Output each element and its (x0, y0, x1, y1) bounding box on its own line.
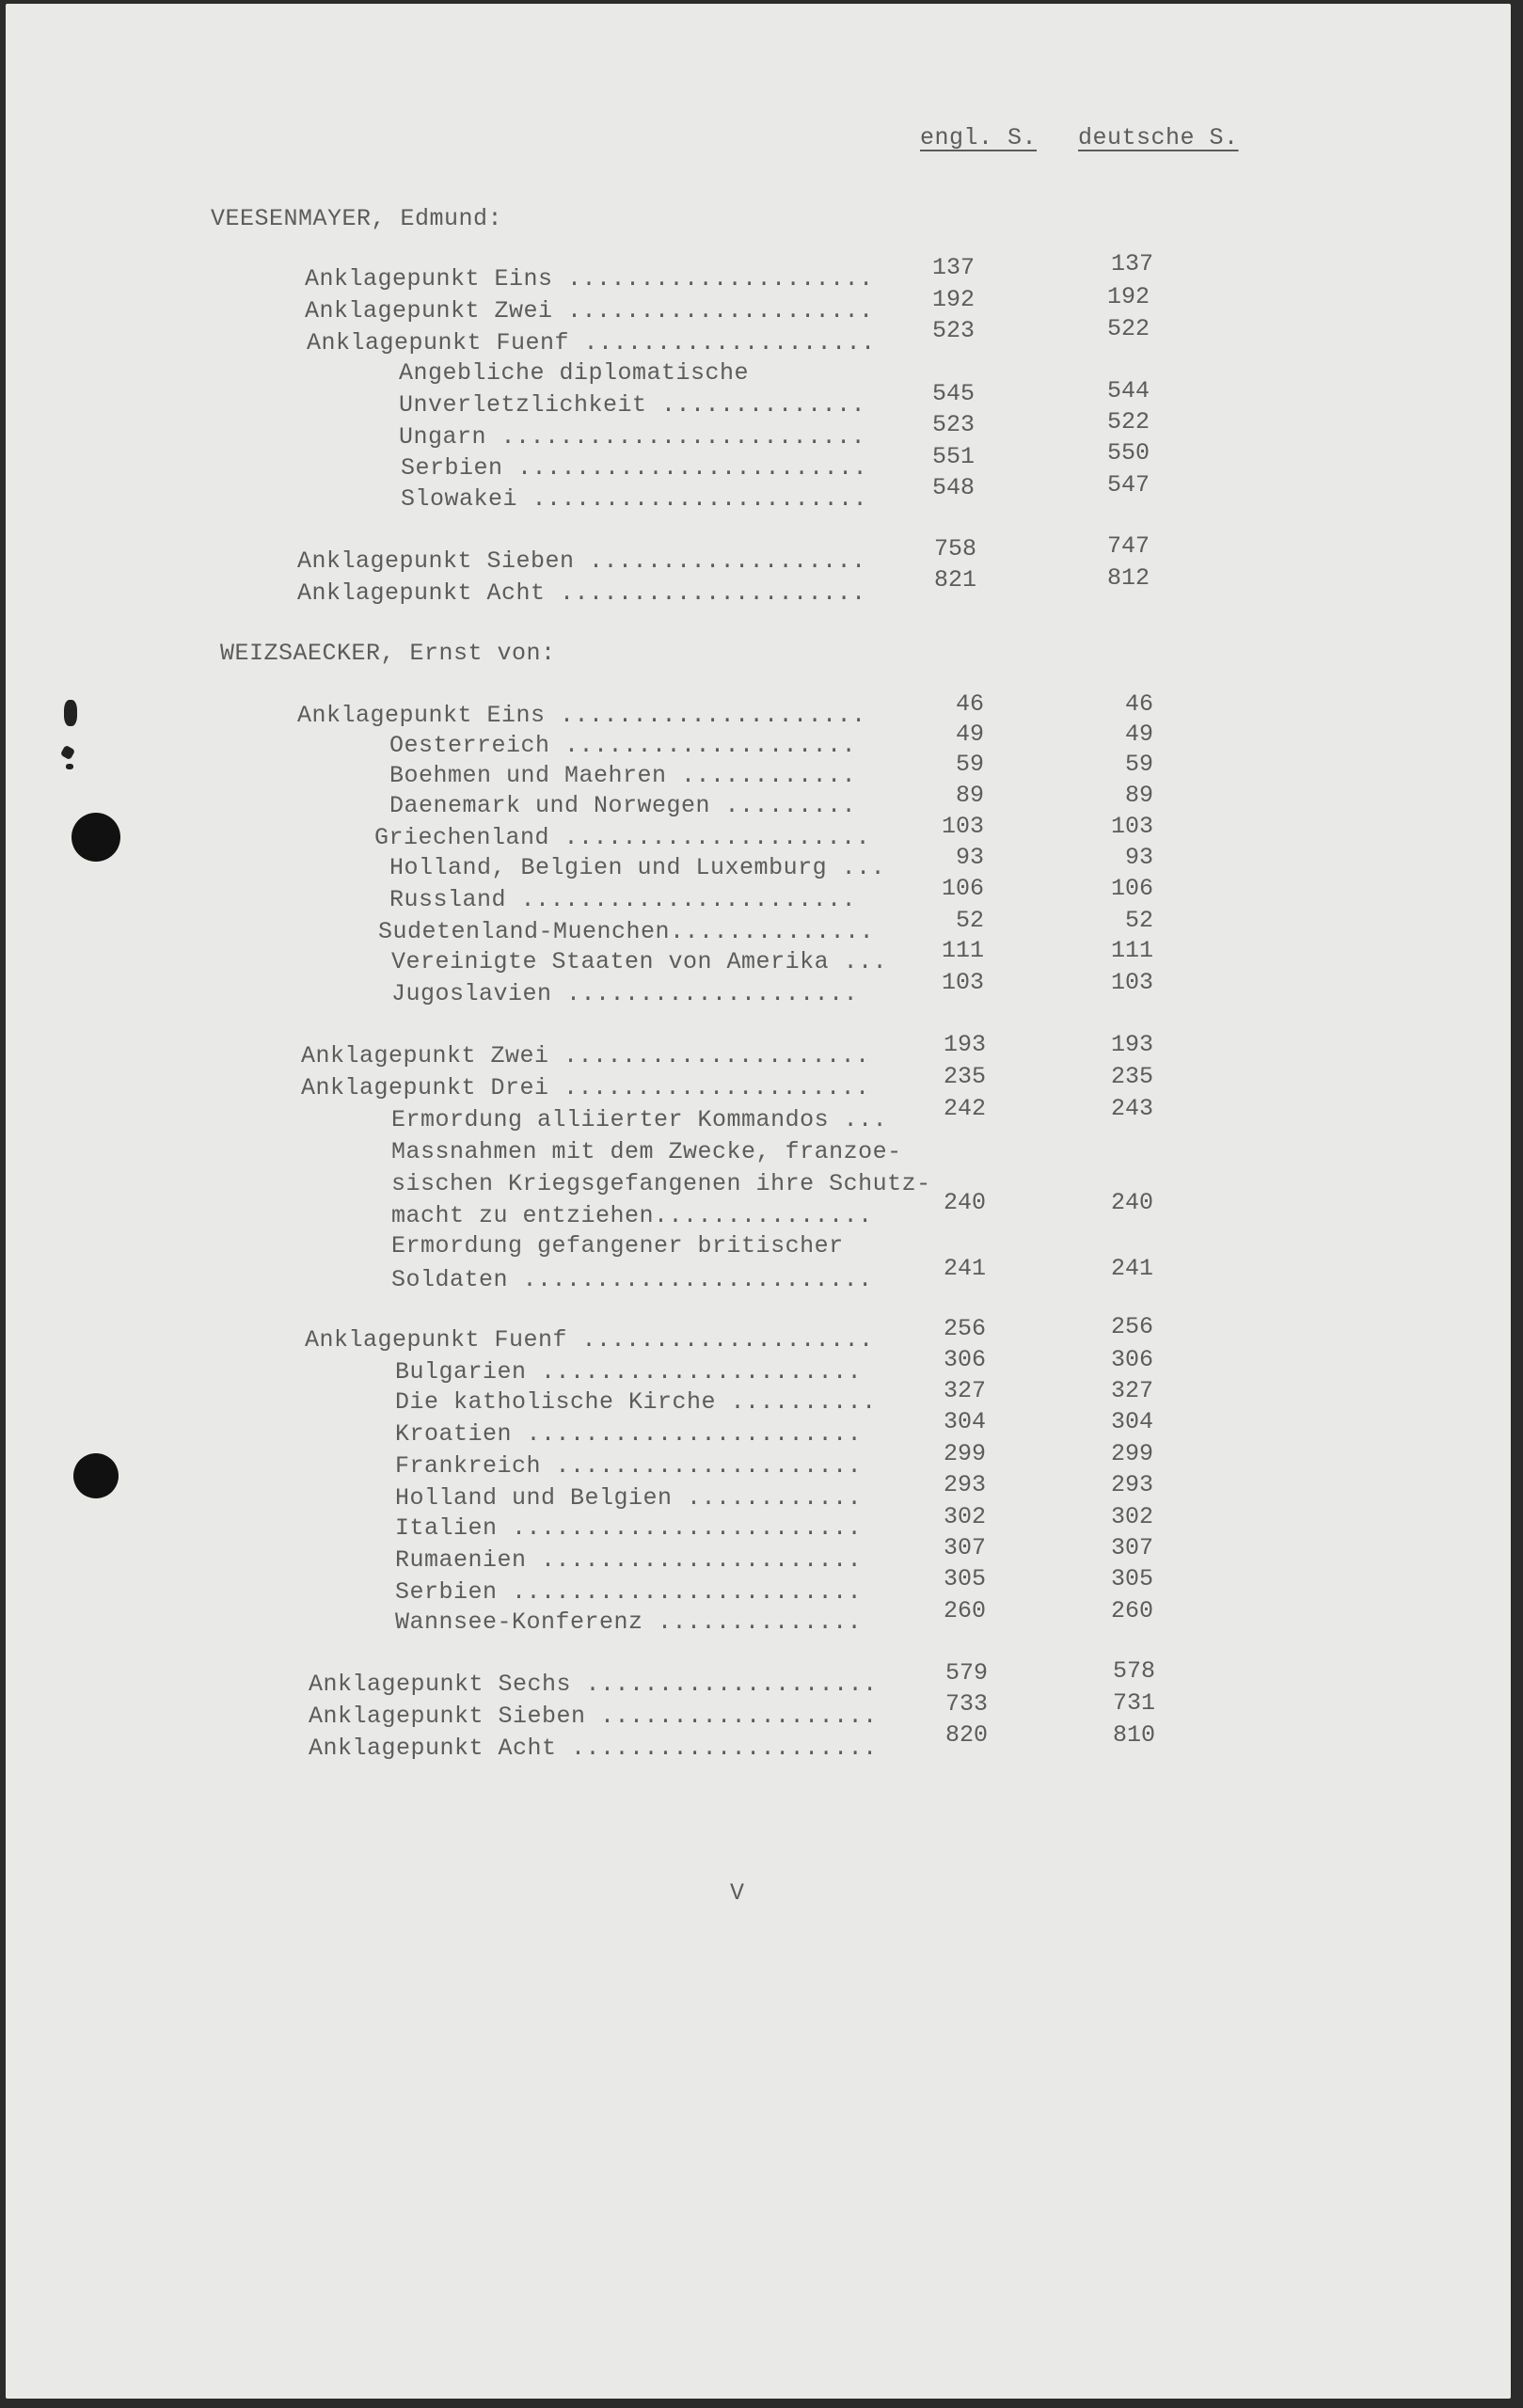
german-page: 240 (1110, 1189, 1153, 1216)
section-heading: WEIZSAECKER, Ernst von: (220, 640, 556, 667)
entry-label: Serbien ........................ (401, 454, 868, 482)
german-page: 306 (1110, 1346, 1153, 1373)
entry-label: Anklagepunkt Eins ..................... (305, 265, 874, 293)
entry-label: Anklagepunkt Sieben ................... (297, 547, 866, 575)
entry-label: Angebliche diplomatische (399, 359, 750, 387)
section-heading: VEESENMAYER, Edmund: (211, 205, 503, 232)
entry-label: Daenemark und Norwegen ......... (389, 792, 857, 819)
entry-label: Slowakei ....................... (401, 485, 868, 513)
entry-label: macht zu entziehen............... (391, 1202, 873, 1229)
entry-label: Anklagepunkt Sechs .................... (309, 1671, 878, 1698)
paper-tear-mark (60, 745, 75, 760)
entry-label: Frankreich ..................... (395, 1452, 863, 1480)
english-page: 327 (943, 1377, 986, 1404)
german-page: 299 (1110, 1440, 1153, 1467)
english-page: 103 (941, 813, 984, 840)
entry-label: Anklagepunkt Fuenf .................... (307, 329, 876, 356)
entry-label: Anklagepunkt Acht ..................... (297, 579, 866, 607)
english-page: 235 (943, 1063, 986, 1090)
entry-label: Wannsee-Konferenz .............. (395, 1608, 863, 1636)
english-page: 305 (943, 1565, 986, 1592)
paper-tear-mark (66, 764, 73, 769)
entry-label: Holland und Belgien ............ (395, 1484, 863, 1512)
entry-label: Serbien ........................ (395, 1578, 863, 1606)
entry-label: Bulgarien ...................... (395, 1358, 863, 1386)
english-page: 242 (943, 1095, 986, 1122)
english-page: 93 (955, 844, 984, 871)
english-page: 240 (943, 1189, 986, 1216)
english-page: 548 (931, 474, 975, 501)
column-header-german: deutsche S. (1078, 124, 1239, 151)
english-page: 241 (943, 1255, 986, 1282)
english-page: 579 (944, 1659, 988, 1687)
german-page: 578 (1112, 1657, 1155, 1685)
entry-label: Kroatien ....................... (395, 1420, 863, 1448)
entry-label: Griechenland ..................... (374, 824, 871, 851)
english-page: 293 (943, 1471, 986, 1498)
german-page: 293 (1110, 1471, 1153, 1498)
german-page: 522 (1106, 315, 1150, 342)
german-page: 307 (1110, 1534, 1153, 1561)
english-page: 551 (931, 443, 975, 470)
german-page: 111 (1110, 937, 1153, 964)
german-page: 812 (1106, 564, 1150, 592)
german-page: 731 (1112, 1689, 1155, 1717)
german-page: 544 (1106, 377, 1150, 404)
german-page: 304 (1110, 1408, 1153, 1435)
english-page: 193 (943, 1031, 986, 1058)
german-page: 810 (1112, 1721, 1155, 1749)
english-page: 821 (933, 566, 976, 594)
english-page: 299 (943, 1440, 986, 1467)
entry-label: Anklagepunkt Drei ..................... (301, 1074, 870, 1101)
english-page: 256 (943, 1315, 986, 1342)
document-page (6, 4, 1511, 2399)
column-header-english: engl. S. (920, 124, 1038, 151)
entry-label: Sudetenland-Muenchen.............. (378, 918, 875, 945)
entry-label: Anklagepunkt Zwei ..................... (301, 1042, 870, 1069)
german-page: 241 (1110, 1255, 1153, 1282)
english-page: 733 (944, 1690, 988, 1718)
entry-label: Ungarn ......................... (399, 423, 866, 451)
english-page: 111 (941, 937, 984, 964)
english-page: 302 (943, 1503, 986, 1530)
english-page: 545 (931, 380, 975, 407)
page-number: V (730, 1879, 745, 1907)
german-page: 93 (1124, 844, 1153, 871)
german-page: 106 (1110, 875, 1153, 902)
german-page: 103 (1110, 813, 1153, 840)
german-page: 103 (1110, 969, 1153, 996)
english-page: 106 (941, 875, 984, 902)
english-page: 260 (943, 1597, 986, 1624)
english-page: 137 (931, 254, 975, 281)
paper-tear-mark (64, 700, 77, 726)
english-page: 820 (944, 1721, 988, 1749)
entry-label: Anklagepunkt Fuenf .................... (305, 1326, 874, 1354)
german-page: 256 (1110, 1313, 1153, 1340)
entry-label: Unverletzlichkeit .............. (399, 391, 866, 419)
entry-label: Italien ........................ (395, 1514, 863, 1542)
punch-hole (71, 813, 120, 862)
german-page: 137 (1110, 250, 1153, 277)
german-page: 327 (1110, 1377, 1153, 1404)
english-page: 306 (943, 1346, 986, 1373)
english-page: 46 (955, 690, 984, 718)
english-page: 192 (931, 286, 975, 313)
entry-label: Anklagepunkt Zwei ..................... (305, 297, 874, 325)
entry-label: Jugoslavien .................... (391, 980, 859, 1007)
german-page: 302 (1110, 1503, 1153, 1530)
english-page: 52 (955, 907, 984, 934)
english-page: 89 (955, 782, 984, 809)
german-page: 89 (1124, 782, 1153, 809)
english-page: 523 (931, 317, 975, 344)
english-page: 49 (955, 721, 984, 748)
entry-label: Massnahmen mit dem Zwecke, franzoe- (391, 1138, 902, 1165)
english-page: 304 (943, 1408, 986, 1435)
entry-label: Oesterreich .................... (389, 732, 857, 759)
german-page: 235 (1110, 1063, 1153, 1090)
german-page: 59 (1124, 751, 1153, 778)
german-page: 550 (1106, 439, 1150, 467)
german-page: 52 (1124, 907, 1153, 934)
german-page: 46 (1124, 690, 1153, 718)
entry-label: Anklagepunkt Sieben ................... (309, 1703, 878, 1730)
german-page: 547 (1106, 471, 1150, 499)
entry-label: Russland ....................... (389, 886, 857, 913)
entry-label: Vereinigte Staaten von Amerika ... (391, 948, 888, 975)
entry-label: Holland, Belgien und Luxemburg ... (389, 854, 886, 881)
entry-label: sischen Kriegsgefangenen ihre Schutz- (391, 1170, 931, 1197)
entry-label: Ermordung alliierter Kommandos ... (391, 1106, 888, 1133)
entry-label: Rumaenien ...................... (395, 1546, 863, 1574)
english-page: 103 (941, 969, 984, 996)
english-page: 59 (955, 751, 984, 778)
entry-label: Ermordung gefangener britischer (391, 1232, 844, 1259)
german-page: 522 (1106, 408, 1150, 436)
english-page: 523 (931, 411, 975, 438)
german-page: 260 (1110, 1597, 1153, 1624)
german-page: 49 (1124, 721, 1153, 748)
entry-label: Anklagepunkt Eins ..................... (297, 702, 866, 729)
german-page: 305 (1110, 1565, 1153, 1592)
english-page: 758 (933, 535, 976, 562)
english-page: 307 (943, 1534, 986, 1561)
german-page: 243 (1110, 1095, 1153, 1122)
entry-label: Die katholische Kirche .......... (395, 1388, 877, 1416)
entry-label: Boehmen und Maehren ............ (389, 762, 857, 789)
entry-label: Soldaten ........................ (391, 1266, 873, 1293)
german-page: 192 (1106, 283, 1150, 310)
entry-label: Anklagepunkt Acht ..................... (309, 1735, 878, 1762)
german-page: 193 (1110, 1031, 1153, 1058)
punch-hole (73, 1453, 119, 1498)
german-page: 747 (1106, 532, 1150, 560)
